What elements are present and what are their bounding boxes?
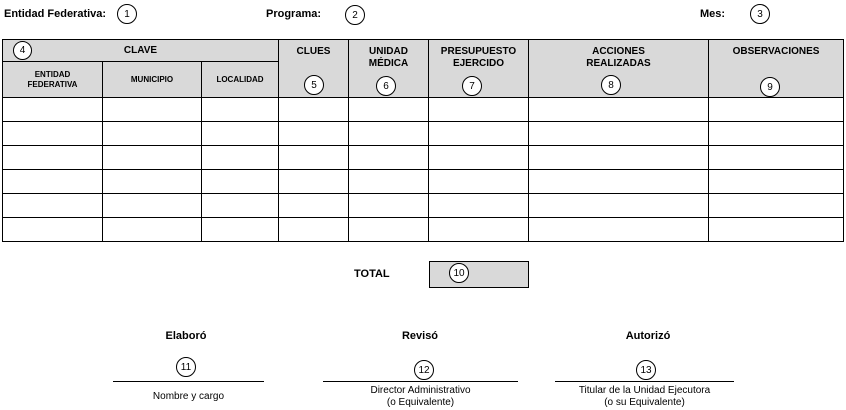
presupuesto-ejercido-header-line1: PRESUPUESTO xyxy=(440,46,517,57)
reference-number-7: 7 xyxy=(462,76,482,96)
table-cell-presupuesto-ejercido[interactable] xyxy=(428,121,529,146)
table-cell-observaciones[interactable] xyxy=(708,169,844,194)
municipio-header-label: MUNICIPIO xyxy=(130,75,174,84)
table-cell-localidad[interactable] xyxy=(201,121,279,146)
table-cell-localidad[interactable] xyxy=(201,169,279,194)
report-table xyxy=(2,39,844,242)
table-cell-acciones-realizadas[interactable] xyxy=(528,217,709,242)
reviso-title: Revisó xyxy=(401,330,439,342)
table-cell-unidad-medica[interactable] xyxy=(348,169,429,194)
table-cell-acciones-realizadas[interactable] xyxy=(528,97,709,122)
table-cell-municipio[interactable] xyxy=(102,217,202,242)
table-cell-localidad[interactable] xyxy=(201,145,279,170)
clues-header-line1: CLUES xyxy=(296,46,331,57)
autorizo-caption-line1: Titular de la Unidad Ejecutora xyxy=(578,385,711,396)
table-cell-localidad[interactable] xyxy=(201,217,279,242)
reference-number-8: 8 xyxy=(601,75,621,95)
table-cell-acciones-realizadas[interactable] xyxy=(528,145,709,170)
autorizo-title: Autorizó xyxy=(625,330,671,342)
table-cell-localidad[interactable] xyxy=(201,97,279,122)
table-cell-unidad-medica[interactable] xyxy=(348,121,429,146)
reference-number-12: 12 xyxy=(414,360,434,380)
table-cell-clues[interactable] xyxy=(278,217,349,242)
programa-label: Programa: xyxy=(266,8,322,20)
table-cell-acciones-realizadas[interactable] xyxy=(528,169,709,194)
table-cell-observaciones[interactable] xyxy=(708,193,844,218)
table-cell-clues[interactable] xyxy=(278,97,349,122)
table-cell-unidad-medica[interactable] xyxy=(348,145,429,170)
elaboro-signature-line xyxy=(113,381,264,382)
table-cell-presupuesto-ejercido[interactable] xyxy=(428,97,529,122)
reference-number-10: 10 xyxy=(449,263,469,283)
table-cell-clues[interactable] xyxy=(278,121,349,146)
total-field[interactable] xyxy=(429,261,529,288)
unidad-medica-header-line1: UNIDAD xyxy=(369,46,408,57)
reviso-caption-line1: Director Administrativo xyxy=(370,385,471,396)
clues-header xyxy=(278,39,349,98)
acciones-realizadas-header-line1: ACCIONES xyxy=(592,46,645,57)
entidad-federativa-header xyxy=(2,61,103,98)
observaciones-header-line1: OBSERVACIONES xyxy=(732,46,820,57)
localidad-header xyxy=(201,61,279,98)
table-cell-presupuesto-ejercido[interactable] xyxy=(428,169,529,194)
reference-number-2: 2 xyxy=(345,5,365,25)
observaciones-header xyxy=(708,39,844,98)
table-cell-entidad-federativa[interactable] xyxy=(2,217,103,242)
unidad-medica-header xyxy=(348,39,429,98)
table-cell-presupuesto-ejercido[interactable] xyxy=(428,145,529,170)
table-cell-observaciones[interactable] xyxy=(708,121,844,146)
reviso-caption-line2: (o Equivalente) xyxy=(386,397,455,408)
elaboro-title: Elaboró xyxy=(165,330,207,342)
entidad-federativa-header-line2: FEDERATIVA xyxy=(27,80,78,89)
table-cell-municipio[interactable] xyxy=(102,145,202,170)
table-cell-observaciones[interactable] xyxy=(708,97,844,122)
reference-number-11: 11 xyxy=(176,357,196,377)
table-cell-entidad-federativa[interactable] xyxy=(2,169,103,194)
acciones-realizadas-header xyxy=(528,39,709,98)
presupuesto-ejercido-header xyxy=(428,39,529,98)
table-cell-clues[interactable] xyxy=(278,145,349,170)
table-cell-entidad-federativa[interactable] xyxy=(2,97,103,122)
table-cell-acciones-realizadas[interactable] xyxy=(528,193,709,218)
clave-header-label: CLAVE xyxy=(123,45,158,56)
reference-number-4: 4 xyxy=(13,41,32,60)
table-cell-observaciones[interactable] xyxy=(708,217,844,242)
presupuesto-ejercido-header-line2: EJERCIDO xyxy=(452,58,505,69)
table-cell-unidad-medica[interactable] xyxy=(348,97,429,122)
table-cell-municipio[interactable] xyxy=(102,169,202,194)
table-cell-entidad-federativa[interactable] xyxy=(2,193,103,218)
table-cell-unidad-medica[interactable] xyxy=(348,193,429,218)
table-cell-municipio[interactable] xyxy=(102,97,202,122)
elaboro-caption: Nombre y cargo xyxy=(152,391,225,402)
table-cell-entidad-federativa[interactable] xyxy=(2,145,103,170)
total-label: TOTAL xyxy=(354,268,390,280)
localidad-header-label: LOCALIDAD xyxy=(216,75,264,84)
table-cell-unidad-medica[interactable] xyxy=(348,217,429,242)
reviso-signature-line xyxy=(323,381,518,382)
table-cell-localidad[interactable] xyxy=(201,193,279,218)
table-cell-acciones-realizadas[interactable] xyxy=(528,121,709,146)
reference-number-6: 6 xyxy=(376,76,396,96)
clave-header xyxy=(2,39,279,62)
table-cell-municipio[interactable] xyxy=(102,193,202,218)
reference-number-1: 1 xyxy=(117,4,137,24)
table-cell-clues[interactable] xyxy=(278,193,349,218)
table-cell-entidad-federativa[interactable] xyxy=(2,121,103,146)
table-cell-presupuesto-ejercido[interactable] xyxy=(428,217,529,242)
unidad-medica-header-line2: MÉDICA xyxy=(368,58,409,69)
autorizo-signature-line xyxy=(555,381,734,382)
reference-number-3: 3 xyxy=(750,4,770,24)
acciones-realizadas-header-line2: REALIZADAS xyxy=(586,58,651,69)
entidad-federativa-header-line1: ENTIDAD xyxy=(34,70,71,79)
table-cell-presupuesto-ejercido[interactable] xyxy=(428,193,529,218)
reference-number-9: 9 xyxy=(760,77,780,97)
mes-label: Mes: xyxy=(700,8,726,20)
autorizo-caption-line2: (o su Equivalente) xyxy=(604,397,685,408)
reference-number-5: 5 xyxy=(304,75,324,95)
table-cell-observaciones[interactable] xyxy=(708,145,844,170)
table-cell-clues[interactable] xyxy=(278,169,349,194)
municipio-header xyxy=(102,61,202,98)
entidad-federativa-label: Entidad Federativa: xyxy=(4,8,107,20)
table-cell-municipio[interactable] xyxy=(102,121,202,146)
reference-number-13: 13 xyxy=(636,360,656,380)
